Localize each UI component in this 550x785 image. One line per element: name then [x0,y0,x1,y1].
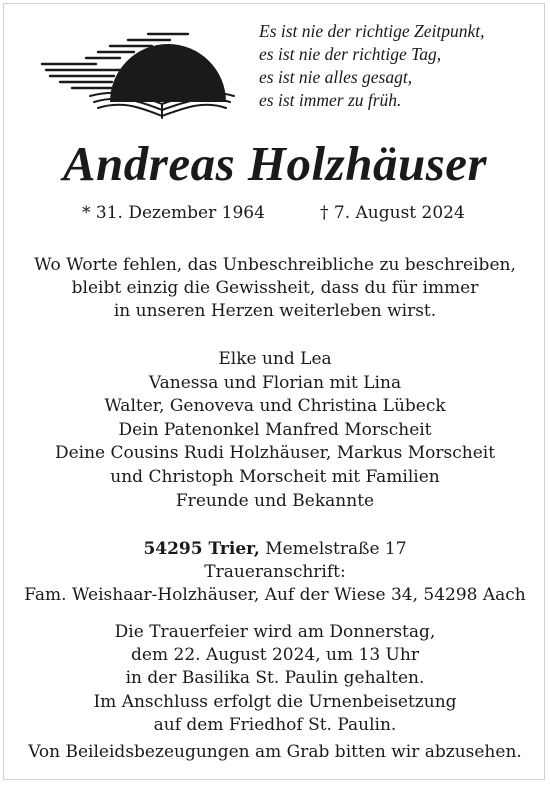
ceremony-line: Die Trauerfeier wird am Donnerstag, [114,622,436,642]
mourning-address-label: Traueranschrift: [204,562,346,583]
mourners-list [0,348,550,513]
mourner-line: Dein Patenonkel Manfred Morscheit [118,419,432,440]
ceremony-line: auf dem Friedhof St. Paulin. [153,714,397,735]
memorial-quote [0,254,550,324]
sun-over-book-icon [38,24,238,120]
closing-note: Von Beileidsbezeugungen am Grab bitten wir abzusehen. [28,742,522,762]
poem-line: es ist immer zu früh. [259,90,402,110]
poem-line: es ist nie alles gesagt, [259,67,413,87]
mourner-line: und Christoph Morscheit mit Familien [110,466,440,487]
address-block [0,538,550,608]
mourner-line: Deine Cousins Rudi Holzhäuser, Markus Morscheit [54,443,496,464]
quote-line: bleibt einzig die Gewissheit, dass du für immer [71,278,479,299]
ceremony-info [0,621,550,737]
mourning-address: Fam. Weishaar-Holzhäuser, Auf der Wiese 34, 54298 Aach [24,585,526,606]
poem-line: es ist nie der richtige Tag, [259,44,442,64]
quote-line: in unseren Herzen weiterleben wirst. [113,301,437,322]
ceremony-line: in der Basilika St. Paulin gehalten. [125,668,425,689]
mourner-line: Elke und Lea [218,349,332,369]
death-date: † 7. August 2024 [320,203,465,223]
home-address [0,538,550,561]
ceremony-line: Im Anschluss erfolgt die Urnenbeisetzung [93,691,457,712]
address-city: 54295 Trier, [143,539,260,559]
quote-line: Wo Worte fehlen, das Unbeschreibliche zu beschreiben, [34,255,516,275]
deceased-name: Andreas Holzhäuser [62,136,488,191]
address-street: Memelstraße 17 [265,539,407,559]
life-dates [0,200,550,226]
mourner-line: Vanessa und Florian mit Lina [148,372,402,393]
poem [259,20,549,112]
ceremony-line: dem 22. August 2024, um 13 Uhr [131,645,419,666]
mourner-line: Freunde und Bekannte [175,490,375,511]
mourner-line: Walter, Genoveva und Christina Lübeck [104,396,446,417]
birth-date: * 31. Dezember 1964 [82,203,265,223]
poem-line: Es ist nie der richtige Zeitpunkt, [259,21,485,41]
